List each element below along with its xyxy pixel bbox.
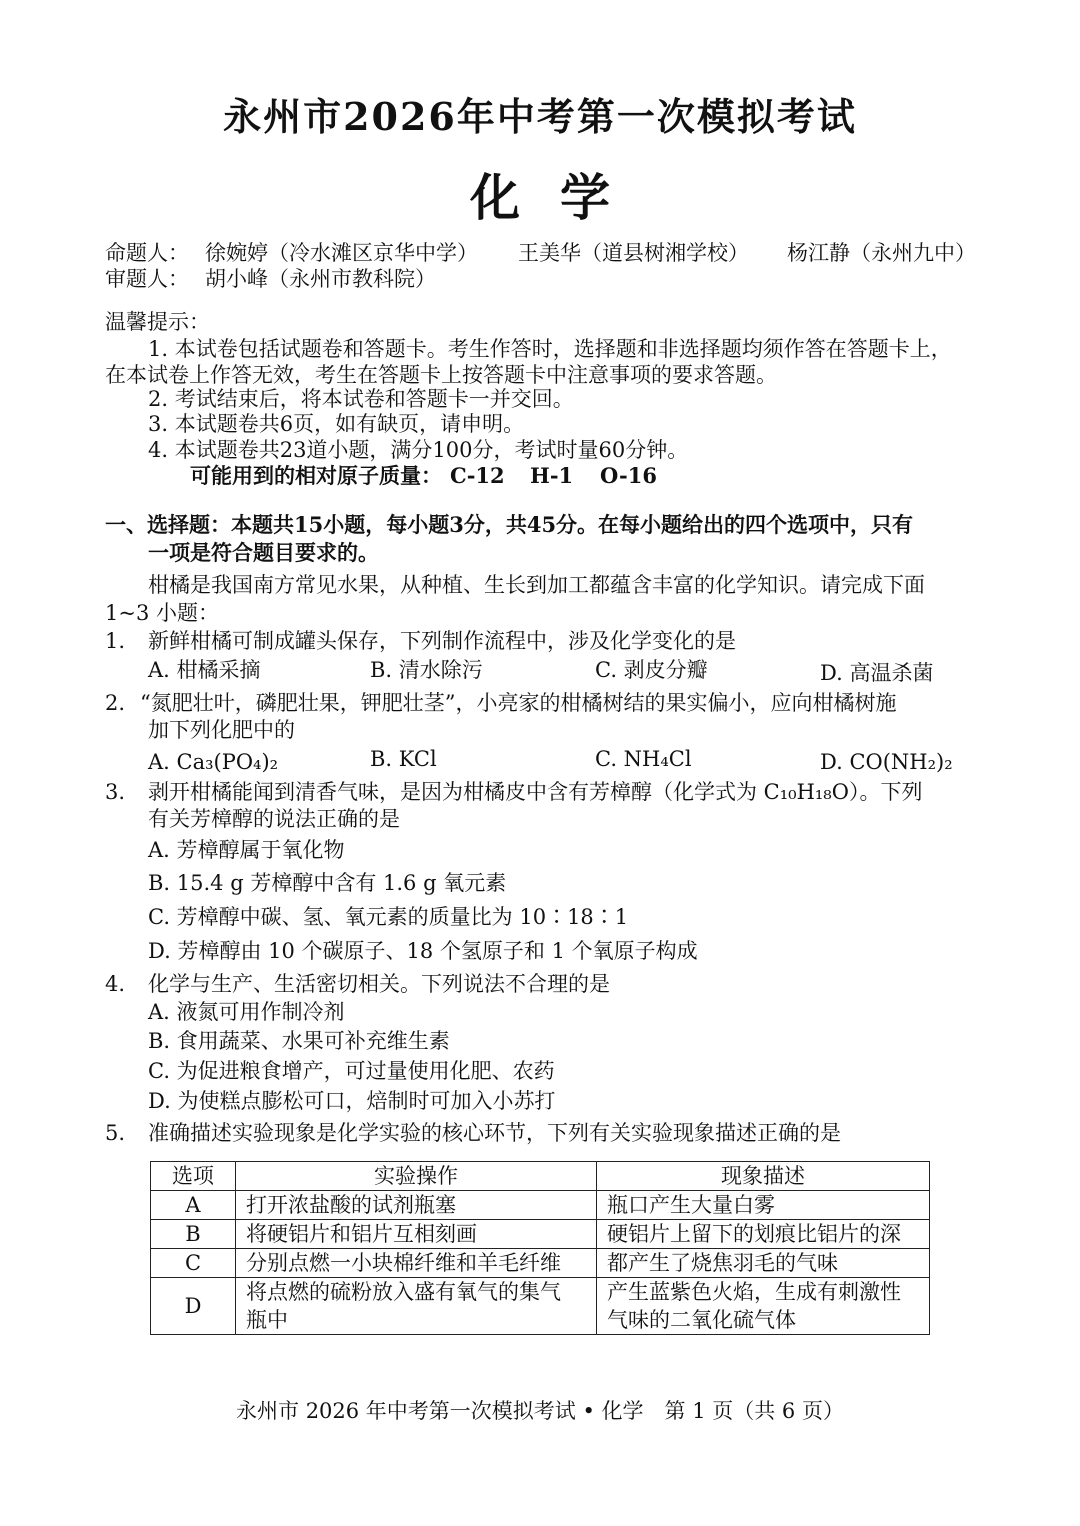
table-header-description: 现象描述 — [597, 1162, 930, 1191]
section-heading-line-1: 一、选择题：本题共15小题，每小题3分，共45分。在每小题给出的四个选项中，只有 — [105, 512, 914, 537]
option-a: A. 芳樟醇属于氧化物 — [148, 838, 345, 862]
setter-1: 徐婉婷（冷水滩区京华中学） — [205, 241, 478, 265]
table-cell-description: 硬铝片上留下的划痕比铝片的深 — [597, 1220, 930, 1249]
option-d: D. CO(NH₂)₂ — [820, 750, 953, 774]
option-b: B. KCl — [370, 747, 437, 771]
table-header-row — [151, 1162, 930, 1191]
setters-label: 命题人： — [105, 241, 189, 265]
option-c: C. NH₄Cl — [595, 747, 692, 771]
table-cell-option: A — [151, 1191, 236, 1220]
question-number: 5. — [105, 1121, 126, 1145]
table-cell-option: B — [151, 1220, 236, 1249]
table-cell-description: 瓶口产生大量白雾 — [597, 1191, 930, 1220]
table-cell-description: 都产生了烧焦羽毛的气味 — [597, 1249, 930, 1278]
section-intro-line-2: 1~3 小题： — [105, 601, 219, 625]
notice-item-4: 4. 本试题卷共23道小题，满分100分，考试时量60分钟。 — [148, 438, 689, 462]
table-cell-operation: 打开浓盐酸的试剂瓶塞 — [236, 1191, 597, 1220]
description-line-2: 气味的二氧化硫气体 — [607, 1308, 796, 1332]
atomic-mass-label: 可能用到的相对原子质量： — [190, 463, 442, 488]
question-number: 3. — [105, 780, 126, 804]
setter-3: 杨江静（永州九中） — [787, 241, 976, 265]
question-number: 4. — [105, 972, 126, 996]
option-c: C. 为促进粮食增产，可过量使用化肥、农药 — [148, 1059, 555, 1083]
table-row — [151, 1191, 930, 1220]
reviewer-label: 审题人： — [105, 267, 189, 291]
notice-item-1-line-2: 在本试卷上作答无效，考生在答题卡上按答题卡中注意事项的要求答题。 — [105, 363, 777, 387]
page-footer: 永州市 2026 年中考第一次模拟考试 • 化学 第 1 页（共 6 页） — [236, 1399, 844, 1423]
question-stem-line-2: 加下列化肥中的 — [148, 718, 295, 742]
option-b: B. 食用蔬菜、水果可补充维生素 — [148, 1029, 450, 1053]
atomic-mass-o: O-16 — [600, 463, 658, 488]
experiment-table — [150, 1161, 930, 1335]
option-a: A. Ca₃(PO₄)₂ — [148, 750, 279, 774]
table-row — [151, 1278, 930, 1335]
operation-line-1: 将点燃的硫粉放入盛有氧气的集气 — [246, 1280, 561, 1304]
option-d: D. 为使糕点膨松可口，焙制时可加入小苏打 — [148, 1089, 556, 1113]
operation-line-2: 瓶中 — [246, 1308, 288, 1332]
table-cell-operation: 将硬铝片和铝片互相刻画 — [236, 1220, 597, 1249]
notice-item-2: 2. 考试结束后，将本试卷和答题卡一并交回。 — [148, 387, 574, 411]
question-stem: 新鲜柑橘可制成罐头保存，下列制作流程中，涉及化学变化的是 — [148, 629, 736, 653]
notice-item-1-line-1: 1. 本试卷包括试题卷和答题卡。考生作答时，选择题和非选择题均须作答在答题卡上， — [148, 337, 952, 361]
subject-title: 化学 — [470, 168, 650, 227]
question-stem-line-1: 剥开柑橘能闻到清香气味，是因为柑橘皮中含有芳樟醇（化学式为 C₁₀H₁₈O）。下列 — [148, 780, 923, 804]
atomic-mass-c: C-12 — [450, 463, 505, 488]
question-stem: 准确描述实验现象是化学实验的核心环节，下列有关实验现象描述正确的是 — [148, 1121, 841, 1145]
section-intro-line-1: 柑橘是我国南方常见水果，从种植、生长到加工都蕴含丰富的化学知识。请完成下面 — [148, 573, 925, 597]
table-row — [151, 1249, 930, 1278]
atomic-mass-h: H-1 — [530, 463, 574, 488]
table-header-option: 选项 — [151, 1162, 236, 1191]
option-d: D. 高温杀菌 — [820, 661, 934, 685]
setter-2: 王美华（道县树湘学校） — [518, 241, 749, 265]
option-b: B. 15.4 g 芳樟醇中含有 1.6 g 氧元素 — [148, 871, 507, 895]
notice-heading: 温馨提示： — [105, 310, 210, 334]
table-cell-operation: 分别点燃一小块棉纤维和羊毛纤维 — [236, 1249, 597, 1278]
option-a: A. 柑橘采摘 — [148, 658, 261, 682]
option-a: A. 液氮可用作制冷剂 — [148, 1000, 345, 1024]
notice-item-3: 3. 本试题卷共6页，如有缺页，请申明。 — [148, 412, 525, 436]
option-d: D. 芳樟醇由 10 个碳原子、18 个氢原子和 1 个氧原子构成 — [148, 939, 698, 963]
section-heading-line-2: 一项是符合题目要求的。 — [148, 540, 379, 565]
table-cell-description — [597, 1278, 930, 1335]
description-line-1: 产生蓝紫色火焰，生成有刺激性 — [607, 1280, 901, 1304]
table-header-operation: 实验操作 — [236, 1162, 597, 1191]
question-stem: 化学与生产、生活密切相关。下列说法不合理的是 — [148, 972, 610, 996]
question-number: 1. — [105, 629, 126, 653]
option-c: C. 剥皮分瓣 — [595, 658, 708, 682]
table-row — [151, 1220, 930, 1249]
question-number: 2. — [105, 691, 126, 715]
option-b: B. 清水除污 — [370, 658, 483, 682]
question-stem-line-1: “氮肥壮叶，磷肥壮果，钾肥壮茎”，小亮家的柑橘树结的果实偏小，应向柑橘树施 — [140, 691, 897, 715]
table-cell-option: C — [151, 1249, 236, 1278]
option-c: C. 芳樟醇中碳、氢、氧元素的质量比为 10∶18∶1 — [148, 905, 629, 929]
exam-title: 永州市2026年中考第一次模拟考试 — [223, 94, 857, 139]
question-stem-line-2: 有关芳樟醇的说法正确的是 — [148, 807, 400, 831]
reviewer: 胡小峰（永州市教科院） — [205, 267, 436, 291]
table-cell-option: D — [151, 1278, 236, 1335]
table-cell-operation — [236, 1278, 597, 1335]
